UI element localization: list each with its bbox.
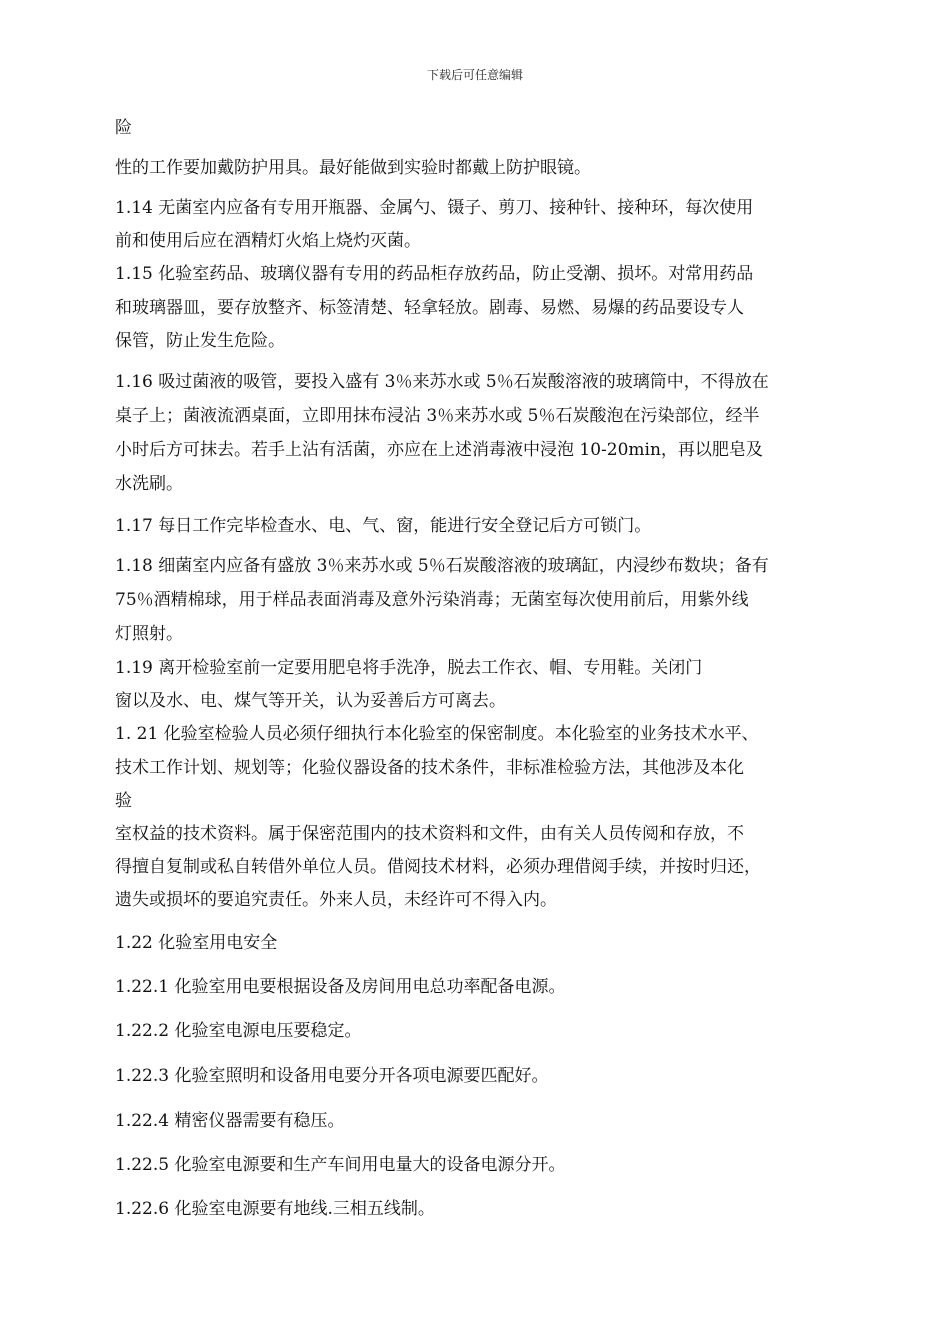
text-line: 桌子上；菌液流洒桌面，立即用抹布浸沾 3％来苏水或 5％石炭酸泡在污染部位，经半: [115, 406, 760, 426]
text-line: 1.17 每日工作完毕检查水、电、气、窗，能进行安全登记后方可锁门。: [115, 516, 652, 536]
text-line: 小时后方可抹去。若手上沾有活菌，亦应在上述消毒液中浸泡 10-20min，再以肥皂及: [115, 440, 763, 460]
text-line: 和玻璃器皿，要存放整齐、标签清楚、轻拿轻放。剧毒、易燃、易爆的药品要设专人: [115, 298, 744, 318]
text-line: 1.22.2 化验室电源电压要稳定。: [115, 1021, 362, 1041]
text-line: 技术工作计划、规划等；化验仪器设备的技术条件，非标准检验方法，其他涉及本化: [115, 758, 744, 778]
text-line: 遗失或损坏的要追究责任。外来人员，未经许可不得入内。: [115, 890, 557, 910]
text-line: 1.18 细菌室内应备有盛放 3％来苏水或 5％石炭酸溶液的玻璃缸，内浸纱布数块；备有: [115, 556, 769, 576]
text-line: 灯照射。: [115, 624, 183, 644]
text-line: 1. 21 化验室检验人员必须仔细执行本化验室的保密制度。本化验室的业务技术水平、: [115, 724, 759, 744]
text-line: 1.16 吸过菌液的吸管，要投入盛有 3％来苏水或 5％石炭酸溶液的玻璃筒中，不得放在: [115, 372, 769, 392]
text-line: 1.22 化验室用电安全: [115, 933, 278, 953]
text-line: 75％酒精棉球，用于样品表面消毒及意外污染消毒；无菌室每次使用前后，用紫外线: [115, 590, 749, 610]
text-line: 窗以及水、电、煤气等开关，认为妥善后方可离去。: [115, 691, 506, 711]
text-line: 险: [115, 118, 132, 138]
text-line: 1.22.6 化验室电源要有地线.三相五线制。: [115, 1199, 435, 1219]
text-line: 1.22.1 化验室用电要根据设备及房间用电总功率配备电源。: [115, 977, 566, 997]
text-line: 1.22.3 化验室照明和设备用电要分开各项电源要匹配好。: [115, 1066, 549, 1086]
text-line: 1.15 化验室药品、玻璃仪器有专用的药品柜存放药品，防止受潮、损坏。对常用药品: [115, 264, 754, 284]
text-line: 1.22.4 精密仪器需要有稳压。: [115, 1111, 345, 1131]
text-line: 保管，防止发生危险。: [115, 331, 285, 351]
text-line: 1.22.5 化验室电源要和生产车间用电量大的设备电源分开。: [115, 1155, 566, 1175]
text-line: 1.14 无菌室内应备有专用开瓶器、金属勺、镊子、剪刀、接种针、接种环，每次使用: [115, 198, 754, 218]
page-header: 下载后可任意编辑: [426, 68, 523, 82]
text-line: 验: [115, 791, 132, 811]
text-line: 前和使用后应在酒精灯火焰上烧灼灭菌。: [115, 231, 421, 251]
text-line: 室权益的技术资料。属于保密范围内的技术资料和文件，由有关人员传阅和存放，不: [115, 824, 744, 844]
text-line: 1.19 离开检验室前一定要用肥皂将手洗净，脱去工作衣、帽、专用鞋。关闭门: [115, 658, 703, 678]
text-line: 水洗刷。: [115, 474, 183, 494]
text-line: 性的工作要加戴防护用具。最好能做到实验时都戴上防护眼镜。: [115, 158, 591, 178]
text-line: 得擅自复制或私自转借外单位人员。借阅技术材料，必须办理借阅手续，并按时归还，: [115, 857, 761, 877]
